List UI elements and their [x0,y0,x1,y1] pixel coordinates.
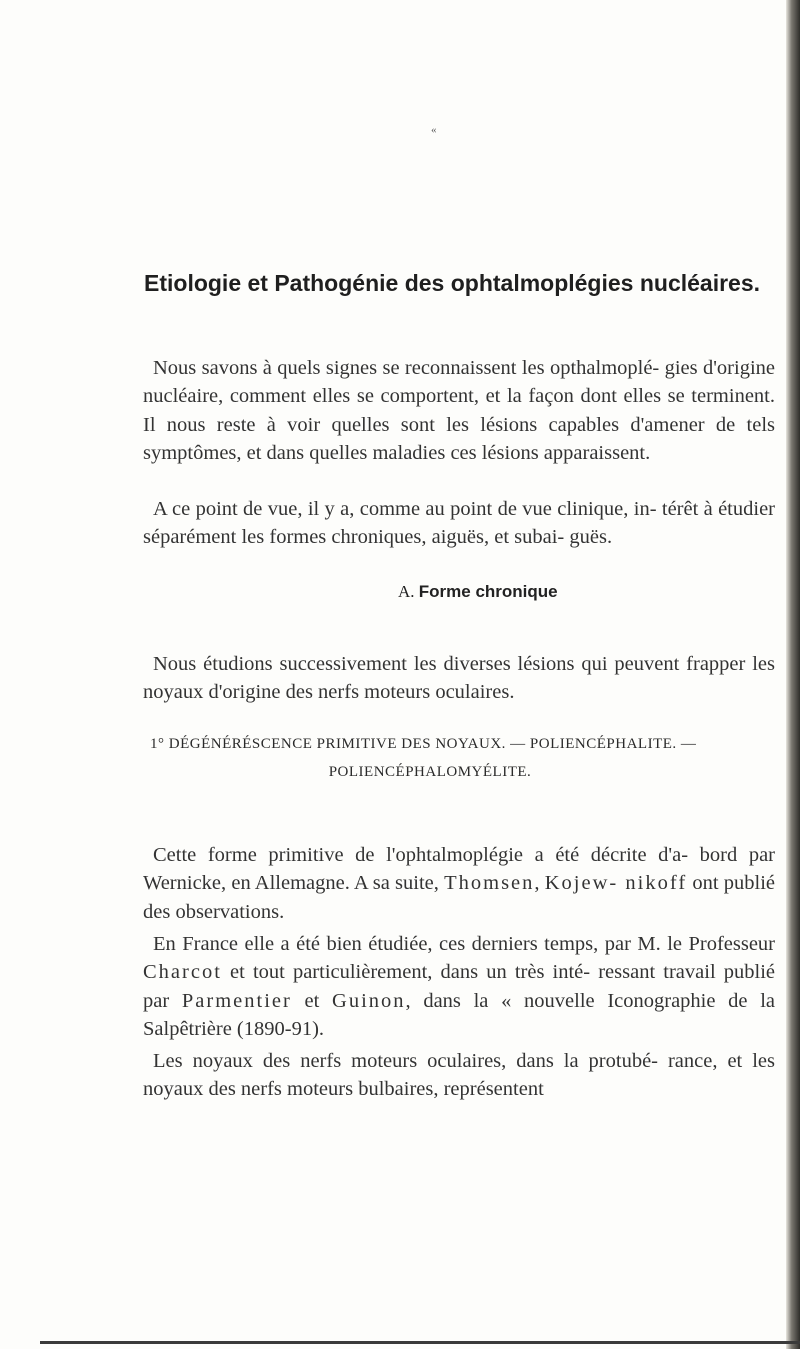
paragraph-noyaux: Les noyaux des nerfs moteurs oculaires, dans la protubé- rance, et les noyaux des nerfs moteurs bulbaires, représentent [143,1049,775,1100]
section-heading-1 [150,730,770,786]
author-name: Charcot [143,961,222,983]
bottom-edge-shadow [40,1341,800,1344]
text-segment: ont publié des observations. [143,872,775,923]
paragraph-france [143,930,775,1044]
author-name: Parmentier [181,989,292,1012]
section-heading-line-2: POLIENCÉPHALOMYÉLITE. [328,764,532,780]
section-heading-line-1: 1° DÉGÉNÉRÉSCENCE PRIMITIVE DES NOYAUX. — POLIENCÉPHALITE. — [150,736,697,752]
paragraph-point-of-view: A ce point de vue, il y a, comme au point de vue clinique, in- térêt à étudier séparément les formes chroniques, aiguës, et subai- guës. [143,497,775,548]
author-name: Kojew- nikoff [544,872,688,894]
paragraph-lesions: Nous étudions successivement les diverses lésions qui peuvent frapper les noyaux d'origine des nerfs moteurs oculaires. [143,652,775,703]
paragraph-intro: Nous savons à quels signes se reconnaissent les opthalmoplé- gies d'origine nucléaire, comment elles se comportent, et la façon dont elles se terminent. Il nous reste à voir quelles sont les lésions capables d'amener de tels symptômes, et dans quelles maladies ces lésions apparaissent. [143,356,775,464]
subsection-label: Forme chronique [418,582,558,601]
chapter-title: Etiologie et Pathogénie des ophtalmoplégies nucléaires. [144,270,761,296]
text-segment: et tout particulièrement, dans un très inté- ressant travail publié par [143,961,775,1012]
text-segment: , dans la « nouvelle Iconographie de la Salpêtrière (1890-91). [143,989,775,1040]
printer-mark: « [431,124,437,136]
paragraph-wernicke [143,841,775,927]
subsection-letter: A. [398,582,415,601]
text-segment: , [534,872,545,894]
text-segment: En France elle a été bien étudiée, ces derniers temps, par M. le Professeur [153,932,775,955]
subsection-heading-a [398,582,558,602]
page-binding-edge [786,0,800,1349]
author-name: Thomsen [444,872,535,894]
author-name: Guinon [332,989,406,1012]
text-segment: et [291,989,333,1012]
text-segment: Cette forme primitive de l'ophtalmoplégie a été décrite d'a- bord par Wernicke, en Allemagne. A sa suite, [143,843,775,894]
